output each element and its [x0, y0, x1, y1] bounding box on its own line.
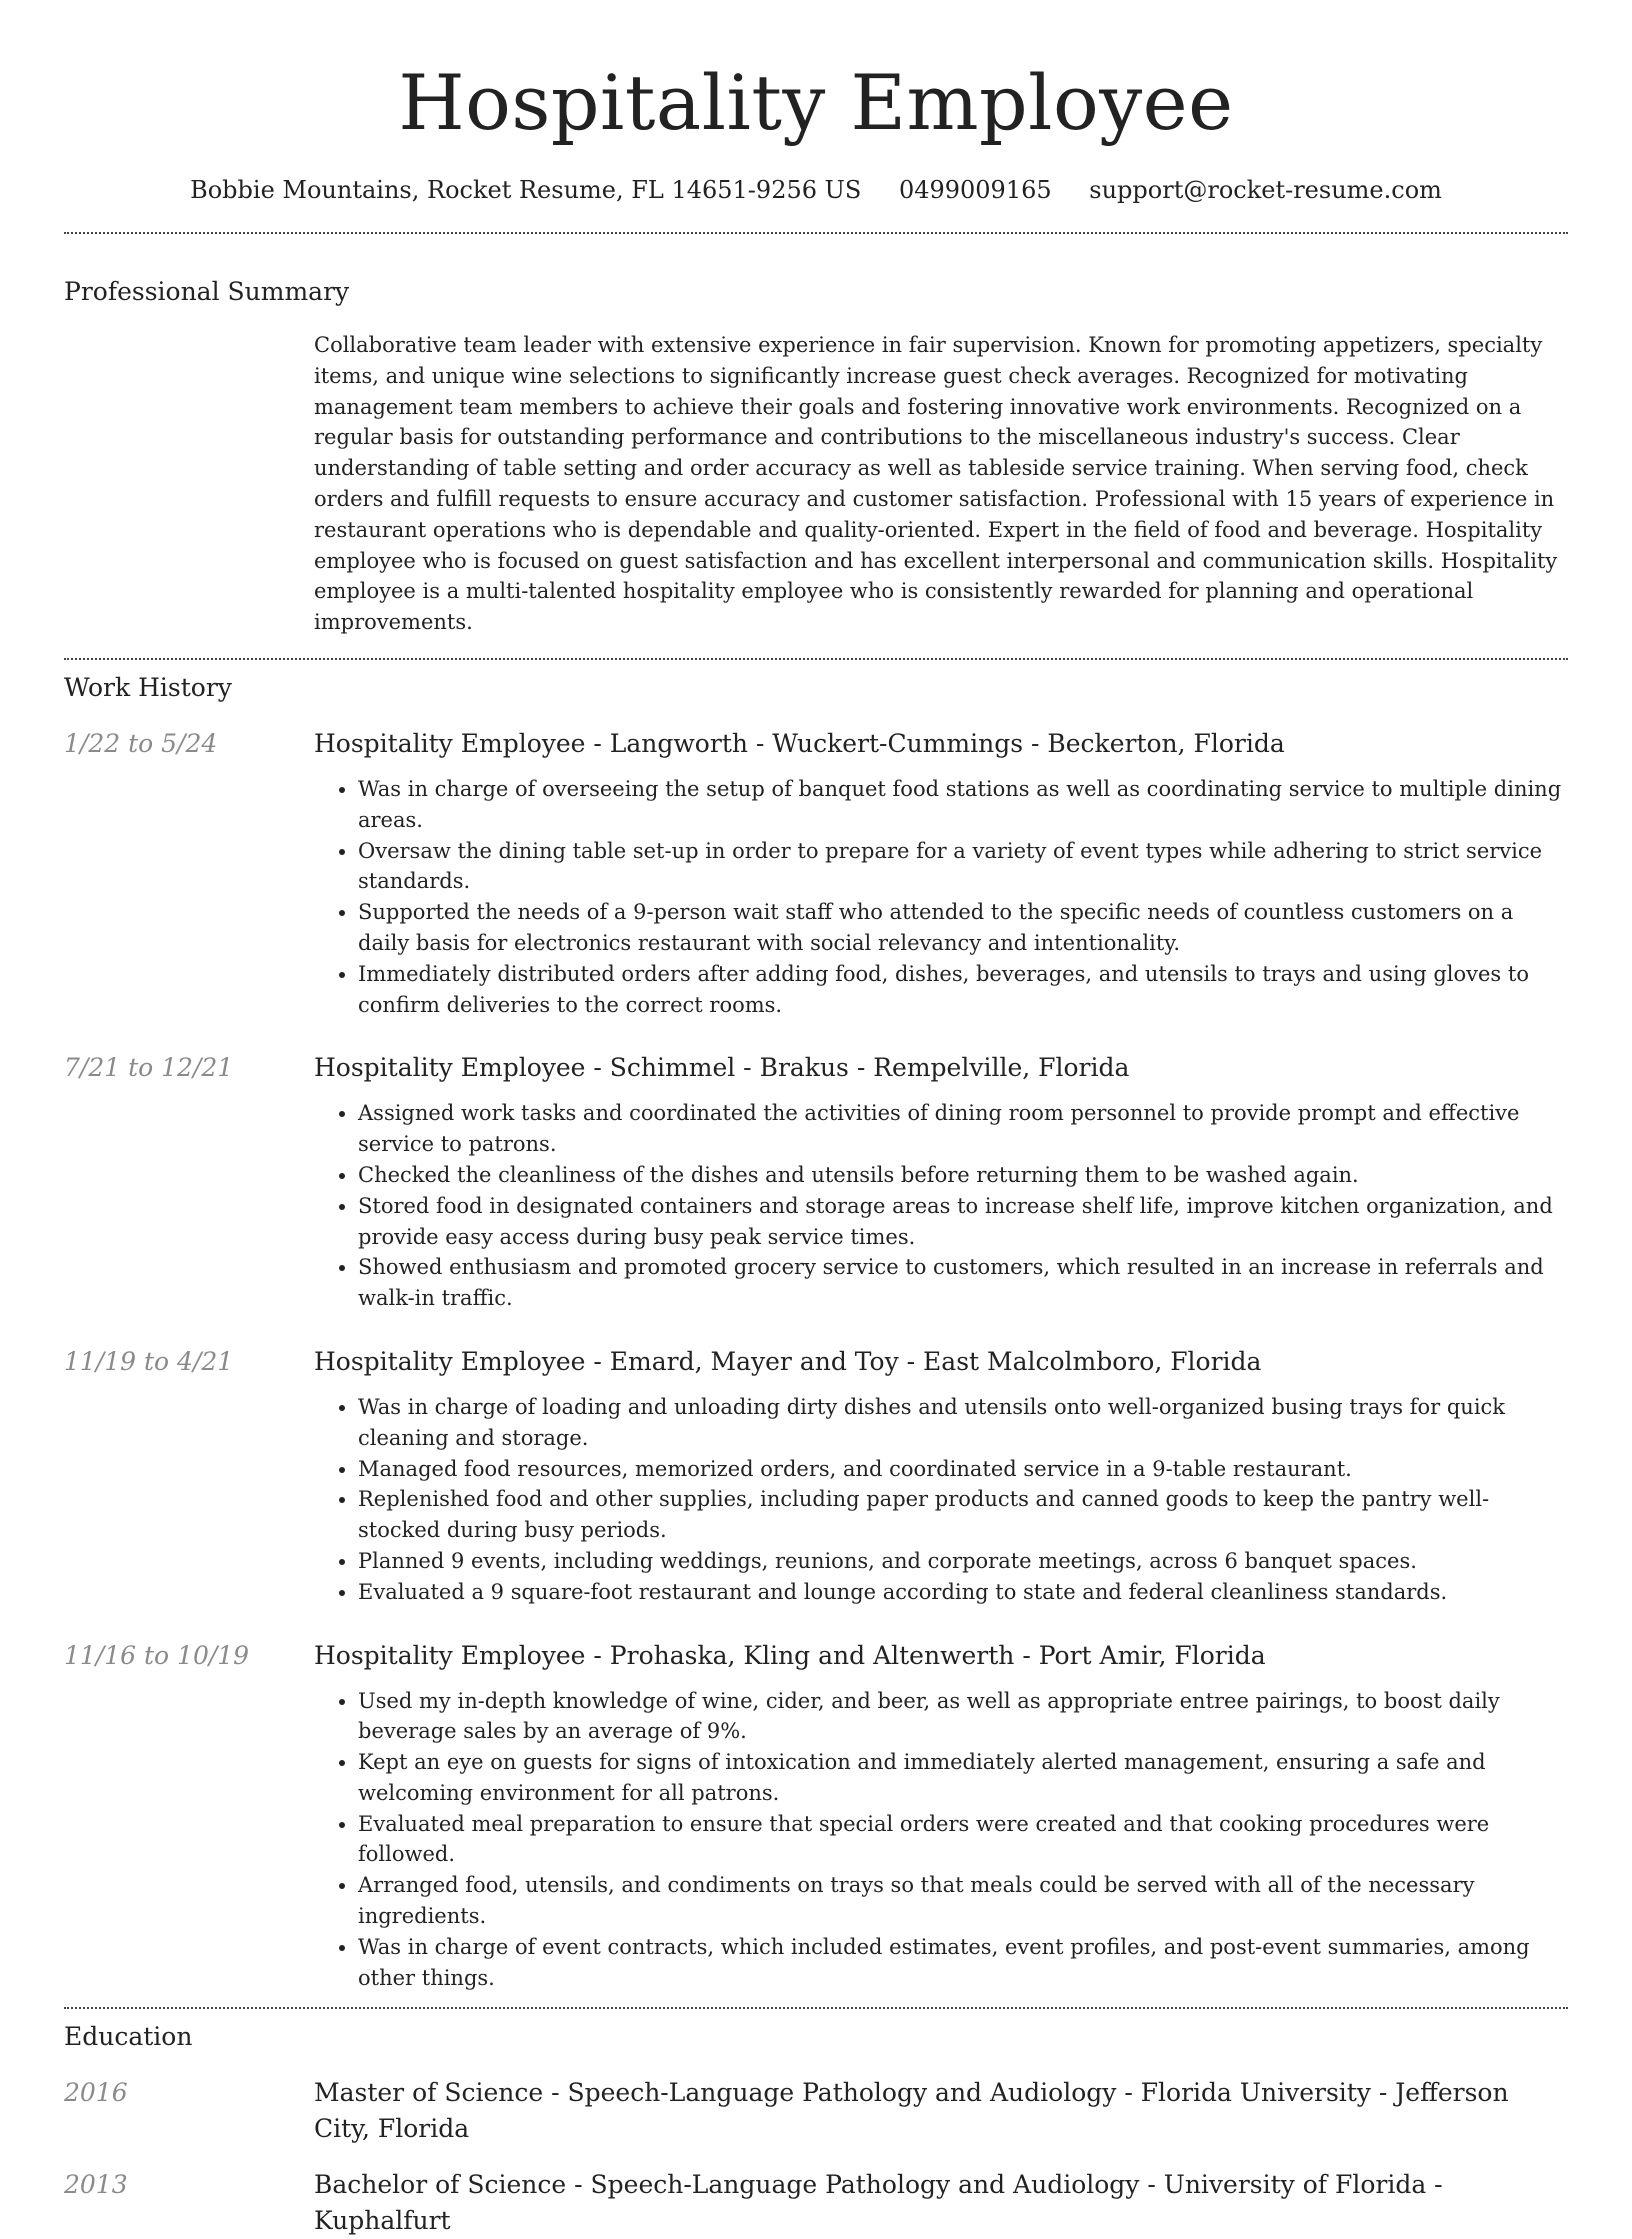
job-heading: Hospitality Employee - Langworth - Wuckert-Cummings - Beckerton, Florida — [314, 728, 1285, 758]
job-entry — [64, 1050, 1568, 1314]
resume-name: Hospitality Employee — [398, 58, 1234, 147]
job-dates: 1/22 to 5/24 — [64, 728, 218, 758]
job-bullet: • Managed food resources, memorized orders, and coordinated service in a 9-table restaurant. — [358, 1454, 1568, 1485]
job-bullet: • Kept an eye on guests for signs of intoxication and immediately alerted management, ensuring a safe and welcoming environment for all patrons. — [358, 1747, 1568, 1809]
summary-row — [64, 330, 1568, 638]
job-bullet: • Oversaw the dining table set-up in order to prepare for a variety of event types while adhering to strict service standards. — [358, 836, 1568, 898]
education-entry — [64, 2167, 1568, 2239]
education-year: 2013 — [64, 2170, 128, 2200]
job-bullet: • Immediately distributed orders after adding food, dishes, beverages, and utensils to trays and using gloves to confirm deliveries to the correct rooms. — [358, 959, 1568, 1021]
summary-text: Collaborative team leader with extensive experience in fair supervision. Known for promoting appetizers, specialty items, and unique wine selections to significantly increase guest check averages. Recognized for motivating management team members to achieve their goals and fostering innovative work environments. Recognized on a regular basis for outstanding performance and contributions to the miscellaneous industry's success. Clear understanding of table setting and order accuracy as well as tableside service training. When serving food, check orders and fulfill requests to ensure accuracy and customer satisfaction. Professional with 15 years of experience in restaurant operations who is dependable and quality-oriented. Expert in the field of food and beverage. Hospitality employee who is focused on guest satisfaction and has excellent interpersonal and communication skills. Hospitality employee is a multi-talented hospitality employee who is consistently rewarded for planning and operational improvements. — [314, 333, 1558, 635]
contact-line — [64, 174, 1568, 206]
job-bullets — [314, 1098, 1568, 1314]
job-bullet: • Assigned work tasks and coordinated the activities of dining room personnel to provide prompt and effective service to patrons. — [358, 1098, 1568, 1160]
job-bullet: • Checked the cleanliness of the dishes and utensils before returning them to be washed again. — [358, 1160, 1568, 1191]
job-heading: Hospitality Employee - Emard, Mayer and Toy - East Malcolmboro, Florida — [314, 1346, 1262, 1376]
job-dates: 11/16 to 10/19 — [64, 1640, 250, 1670]
job-bullet: • Evaluated a 9 square-foot restaurant and lounge according to state and federal cleanliness standards. — [358, 1577, 1568, 1608]
job-bullet: • Planned 9 events, including weddings, reunions, and corporate meetings, across 6 banquet spaces. — [358, 1546, 1568, 1577]
job-bullet: • Evaluated meal preparation to ensure that special orders were created and that cooking procedures were followed. — [358, 1809, 1568, 1871]
contact-email: support@rocket-resume.com — [1089, 176, 1442, 204]
job-bullet: • Was in charge of overseeing the setup of banquet food stations as well as coordinating service to multiple dining areas. — [358, 774, 1568, 836]
summary-divider — [64, 658, 1568, 660]
education-degree: Bachelor of Science - Speech-Language Pathology and Audiology - University of Florida - Kuphalfurt — [314, 2170, 1443, 2236]
education-degree: Master of Science - Speech-Language Pathology and Audiology - Florida University - Jefferson City, Florida — [314, 2078, 1509, 2144]
contact-phone: 0499009165 — [898, 176, 1052, 204]
job-entry — [64, 1638, 1568, 1994]
contact-address: Bobbie Mountains, Rocket Resume, FL 14651-9256 US — [190, 176, 862, 204]
work-divider — [64, 2007, 1568, 2009]
job-bullets — [314, 1392, 1568, 1608]
job-dates: 7/21 to 12/21 — [64, 1053, 234, 1083]
education-heading: Education — [64, 2022, 193, 2052]
job-heading: Hospitality Employee - Schimmel - Brakus - Rempelville, Florida — [314, 1053, 1130, 1083]
job-bullet: • Stored food in designated containers and storage areas to increase shelf life, improve kitchen organization, and provide easy access during busy peak service times. — [358, 1191, 1568, 1253]
job-bullet: • Used my in-depth knowledge of wine, cider, and beer, as well as appropriate entree pairings, to boost daily beverage sales by an average of 9%. — [358, 1686, 1568, 1748]
job-bullet: • Was in charge of loading and unloading dirty dishes and utensils onto well-organized busing trays for quick cleaning and storage. — [358, 1392, 1568, 1454]
job-bullet: • Replenished food and other supplies, including paper products and canned goods to keep the pantry well-stocked during busy periods. — [358, 1484, 1568, 1546]
job-bullet: • Showed enthusiasm and promoted grocery service to customers, which resulted in an increase in referrals and walk-in traffic. — [358, 1252, 1568, 1314]
job-bullet: • Was in charge of event contracts, which included estimates, event profiles, and post-event summaries, among other things. — [358, 1932, 1568, 1994]
job-bullets — [314, 1686, 1568, 1994]
education-year: 2016 — [64, 2078, 128, 2108]
summary-heading: Professional Summary — [64, 277, 350, 306]
job-bullet: • Arranged food, utensils, and condiments on trays so that meals could be served with all of the necessary ingredients. — [358, 1870, 1568, 1932]
header-divider — [64, 232, 1568, 234]
work-history-heading: Work History — [64, 672, 232, 702]
job-bullet: • Supported the needs of a 9-person wait staff who attended to the specific needs of countless customers on a daily basis for electronics restaurant with social relevancy and intentionality. — [358, 897, 1568, 959]
job-bullets — [314, 774, 1568, 1020]
job-entry — [64, 726, 1568, 1020]
job-dates: 11/19 to 4/21 — [64, 1346, 234, 1376]
education-entry — [64, 2075, 1568, 2147]
job-entry — [64, 1344, 1568, 1608]
job-heading: Hospitality Employee - Prohaska, Kling and Altenwerth - Port Amir, Florida — [314, 1640, 1266, 1670]
resume-page — [64, 0, 1568, 2239]
